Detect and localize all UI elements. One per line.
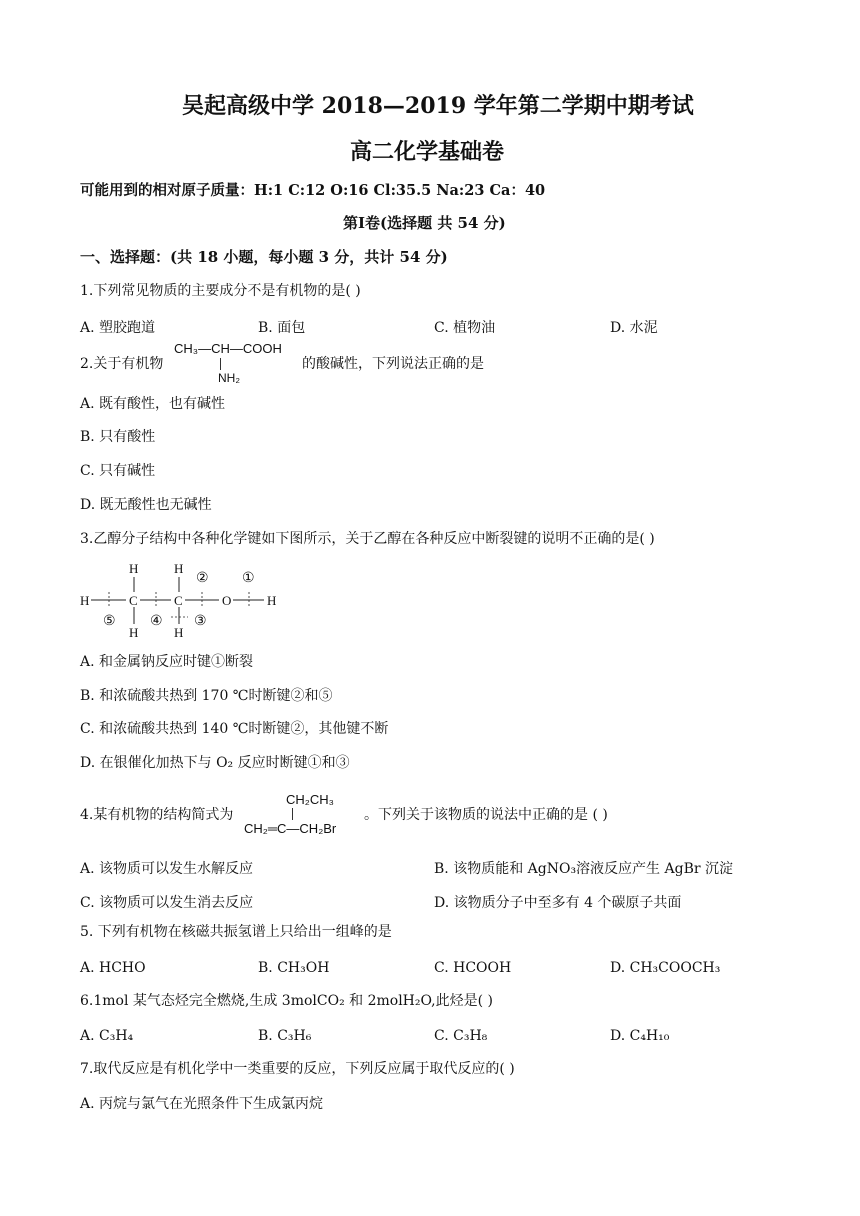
q5-option-c: C. HCOOH	[434, 960, 512, 976]
q5-option-b: B. CH₃OH	[258, 960, 330, 976]
q3-option-d: D. 在银催化加热下与 O₂ 反应时断键①和③	[80, 755, 350, 771]
atom-c1: C	[129, 593, 138, 608]
question-4-stem-suffix: 。下列关于该物质的说法中正确的是 ( )	[364, 807, 608, 823]
question-2-stem-prefix: 2.关于有机物	[80, 356, 164, 372]
question-3-stem: 3.乙醇分子结构中各种化学键如下图所示，关于乙醇在各种反应中断裂键的说明不正确的是( )	[80, 531, 655, 547]
q2-formula-bottom: NH₂	[218, 371, 240, 385]
bottom-h-1: H	[129, 625, 139, 640]
top-h-1: H	[129, 561, 139, 576]
q4-structural-formula	[244, 792, 368, 838]
q6-option-b: B. C₃H₆	[258, 1028, 312, 1044]
q5-option-a: A. HCHO	[80, 960, 146, 976]
exam-title: 吴起高级中学 2018—2019 学年第二学期中期考试	[182, 93, 694, 119]
q1-option-c: C. 植物油	[434, 320, 496, 336]
q6-option-c: C. C₃H₈	[434, 1028, 488, 1044]
ethanol-bond-diagram	[78, 560, 288, 640]
bond-label-4: ④	[150, 614, 163, 629]
q4-formula-bottom: CH₂═C—CH₂Br	[244, 821, 337, 836]
q3-option-b: B. 和浓硫酸共热到 170 ℃时断键②和⑤	[80, 688, 333, 704]
q6-option-d: D. C₄H₁₀	[610, 1028, 670, 1044]
q4-option-b: B. 该物质能和 AgNO₃溶液反应产生 AgBr 沉淀	[434, 861, 734, 877]
q4-formula-top: CH₂CH₃	[286, 792, 334, 807]
section-title: 第Ⅰ卷(选择题 共 54 分)	[343, 214, 506, 232]
question-6-stem: 6.1mol 某气态烃完全燃烧,生成 3molCO₂ 和 2molH₂O,此烃是( )	[80, 993, 493, 1009]
q4-option-c: C. 该物质可以发生消去反应	[80, 895, 254, 911]
bond-label-1: ①	[242, 571, 255, 586]
atom-h-left: H	[80, 593, 90, 608]
q4-formula-bond	[292, 808, 293, 820]
q6-option-a: A. C₃H₄	[80, 1028, 134, 1044]
q2-formula-bond	[220, 358, 221, 370]
bottom-h-2: H	[174, 625, 184, 640]
q2-option-b: B. 只有酸性	[80, 429, 156, 445]
question-5-stem: 5. 下列有机物在核磁共振氢谱上只给出一组峰的是	[80, 924, 392, 940]
q2-option-c: C. 只有碱性	[80, 463, 156, 479]
q5-option-d: D. CH₃COOCH₃	[610, 960, 721, 976]
part-heading: 一、选择题：(共 18 小题，每小题 3 分，共计 54 分)	[80, 248, 448, 266]
q2-option-d: D. 既无酸性也无碱性	[80, 497, 212, 513]
atom-h-right: H	[267, 593, 277, 608]
top-h-2: H	[174, 561, 184, 576]
q1-option-b: B. 面包	[258, 320, 306, 336]
q2-formula-top: CH₃—CH—COOH	[174, 341, 282, 356]
question-7-stem: 7.取代反应是有机化学中一类重要的反应，下列反应属于取代反应的( )	[80, 1061, 515, 1077]
atom-o: O	[222, 593, 232, 608]
q3-option-c: C. 和浓硫酸共热到 140 ℃时断键②，其他键不断	[80, 721, 389, 737]
question-2-stem-suffix: 的酸碱性，下列说法正确的是	[302, 356, 484, 372]
q4-option-a: A. 该物质可以发生水解反应	[80, 861, 254, 877]
atom-c2: C	[174, 593, 183, 608]
exam-subtitle: 高二化学基础卷	[350, 139, 505, 165]
q2-structural-formula	[174, 341, 300, 387]
bond-label-3: ③	[194, 614, 207, 629]
atomic-masses: 可能用到的相对原子质量：H:1 C:12 O:16 Cl:35.5 Na:23 Ca：40	[80, 182, 546, 199]
q2-option-a: A. 既有酸性，也有碱性	[80, 396, 226, 412]
q1-option-a: A. 塑胶跑道	[80, 320, 156, 336]
q3-option-a: A. 和金属钠反应时键①断裂	[80, 654, 254, 670]
question-4-stem-prefix: 4.某有机物的结构简式为	[80, 807, 234, 823]
q4-option-d: D. 该物质分子中至多有 4 个碳原子共面	[434, 895, 682, 911]
question-1-stem: 1.下列常见物质的主要成分不是有机物的是( )	[80, 283, 361, 299]
q7-option-a: A. 丙烷与氯气在光照条件下生成氯丙烷	[80, 1096, 324, 1112]
q1-option-d: D. 水泥	[610, 320, 658, 336]
bond-label-5: ⑤	[103, 614, 116, 629]
bond-label-2: ②	[196, 571, 209, 586]
